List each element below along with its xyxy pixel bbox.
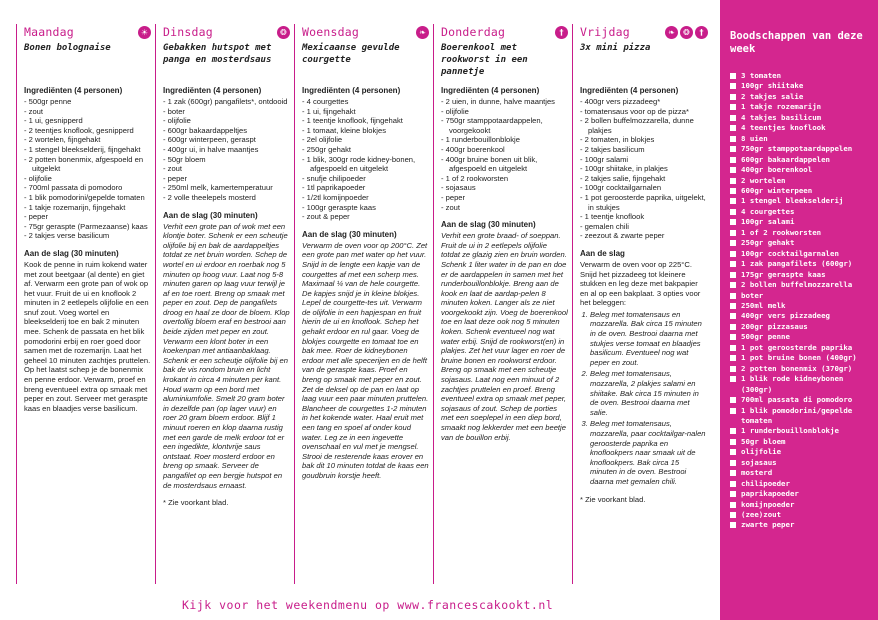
shopping-item [730,123,870,133]
shopping-item-label: 200gr pizzasaus [741,321,808,331]
checkbox-icon[interactable] [730,449,736,455]
ingredient-item: - 2 takjes verse basilicum [24,231,151,241]
checkbox-icon[interactable] [730,146,736,152]
day-name: Vrijdag [580,25,630,39]
ingredient-item: - 1/2tl komijnpoeder [302,193,429,203]
day-column-woensdag [294,24,433,584]
ingredient-item: - 1 runderbouillonblokje [441,135,568,145]
shopping-item [730,280,870,290]
shopping-item-label: (zee)zout [741,510,782,520]
shopping-item-label: 1 pot geroosterde paprika [741,342,853,352]
checkbox-icon[interactable] [730,230,736,236]
ingredients-list [580,97,708,241]
checkbox-icon[interactable] [730,209,736,215]
pizza-option: 3. Beleg met tomatensaus, mozzarella, paar cocktailgar-nalen geroosterde paprika en knoflookpers naar smaak uit de knoflookpers. Bak circa 15 minuten in de oven. Bestrooi daarna met gemalen chili. [590,419,708,486]
checkbox-icon[interactable] [730,313,736,319]
checkbox-icon[interactable] [730,104,736,110]
shopping-item [730,217,870,227]
steps-text: Kook de penne in ruim kokend water met zout beetgaar (al dente) en giet af. Verwarm een grote pan of wok op het vuur. Fruit de ui en knoflook 2 minuten in 2 eetlepels olijfolie en een snuf zout. Voeg wortel en bleekselderij toe en bak 2 minuten mee. Schenk de passata en het blik pomodorini erbij en roer goed door samen met de rozemarijn. Laat het geheel 10 minuten zachtjes pruttelen. Op het laatst schep je de bonenmix en penne erdoor. Verwarm, proef en breng eventueel extra op smaak met peper en zout. Serveer met geraspte kaas en blaadjes verse basilicum. [24,259,151,413]
checkbox-icon[interactable] [730,502,736,508]
shopping-list [730,71,870,531]
ingredient-item: - peper [163,174,290,184]
shopping-item-label: 400gr boerenkool [741,165,813,175]
shopping-item-label: 4 teentjes knoflook [741,123,826,133]
dish-title: Mexicaanse gevulde courgette [302,43,400,65]
checkbox-icon[interactable] [730,251,736,257]
ingredient-item: - 1 tomaat, kleine blokjes [302,126,429,136]
ingredient-item: - 400gr bruine bonen uit blik, afgespoeld en uitgelekt [441,155,568,174]
day-column-dinsdag [155,24,294,584]
checkbox-icon[interactable] [730,178,736,184]
ingredient-item: - 750gr stamppotaardappelen, voorgekookt [441,116,568,135]
shopping-item-label: 600gr winterpeen [741,185,813,195]
shopping-item-label: 1 blik pomodorini/gepelde tomaten [741,405,853,425]
ingredient-item: - olijfolie [441,107,568,117]
checkbox-icon[interactable] [730,470,736,476]
checkbox-icon[interactable] [730,345,736,351]
ingredient-item: - 400gr vers pizzadeeg* [580,97,708,107]
ingredient-item: - 600gr bakaardappeltjes [163,126,290,136]
ingredients-list [302,97,429,222]
ingredient-item: - 1 ui, fijngehakt [302,107,429,117]
ingredient-item: - 2 potten bonenmix, afgespoeld en uitgelekt [24,155,151,174]
shopping-item-label: 2 bollen buffelmozzarella [741,280,853,290]
shopping-item-label: komijnpoeder [741,499,795,509]
checkbox-icon[interactable] [730,167,736,173]
shopping-item [730,520,870,530]
ingredient-item: - 1 teentje knoflook [580,212,708,222]
day-column-vrijdag [572,24,712,584]
steps-text: Verhit een grote braad- of soeppan. Fruit de ui in 2 eetlepels olijfolie totdat ze glazig zien en bruin worden. Schenk 1 liter water in de pan en doe er de aardappelen in samen met het runderbouillonblokje. Breng aan de kook en laat de aardap-pelen 8 minuten koken. Langer als ze niet voorgekookt zijn. Voeg de boerenkool toe en laat deze ook nog 5 minuten koken. Schenk eventueel nog wat water erbij. Snijd de rookworst(en) in plakjes. Zet het vuur lager en roer de bruine bonen en rookworst erdoor. Breng op smaak met een scheutje sojasaus. Laat nog een minuut of 2 zachtjes pruttelen en proef. Breng eventueel extra op smaak met peper, sojasaus of zout. Schep de porties met een soeplepel in een diep bord, smaakt nog lekkerder met een beetje van de bouillon erbij. [441,231,568,442]
weekly-menu-columns [16,24,712,594]
diet-icons [665,26,708,39]
checkbox-icon[interactable] [730,198,736,204]
day-column-maandag [16,24,155,584]
ingredients-list [441,97,568,212]
shopping-item-label: 100gr shiitake [741,81,804,91]
shopping-item [730,395,870,405]
shopping-item [730,249,870,259]
checkbox-icon[interactable] [730,355,736,361]
checkbox-icon[interactable] [730,293,736,299]
shopping-item-label: 2 takjes salie [741,91,804,101]
shopping-item-label: sojasaus [741,457,777,467]
shopping-item-label: 1 zak pangafilets (600gr) [741,259,853,269]
shopping-item-label: 750gr stamppotaardappelen [741,144,853,154]
shopping-item-label: boter [741,290,764,300]
ingredient-item: - snufje chilipoeder [302,174,429,184]
ingredient-item: - 2 uien, in dunne, halve maantjes [441,97,568,107]
shopping-item [730,113,870,123]
ingredient-item: - gemalen chili [580,222,708,232]
shopping-item-label: 100gr salami [741,217,795,227]
ingredients-heading: Ingrediënten (4 personen) [163,86,262,95]
ingredient-item: - peper [441,193,568,203]
fork-icon: † [555,26,568,39]
checkbox-icon[interactable] [730,303,736,309]
ingredient-item: - 2 teentjes knoflook, gesnipperd [24,126,151,136]
shopping-item [730,238,870,248]
diet-icons [277,26,290,39]
checkbox-icon[interactable] [730,261,736,267]
checkbox-icon[interactable] [730,439,736,445]
shopping-item [730,291,870,301]
shopping-item [730,353,870,363]
shopping-item-label: 8 uien [741,133,768,143]
checkbox-icon[interactable] [730,73,736,79]
shopping-item [730,426,870,436]
leaf-icon: ❧ [665,26,678,39]
shopping-list-title: Boodschappen van deze week [730,30,863,55]
ingredient-item: - 2 takjes basilicum [580,145,708,155]
shopping-item-label: 4 courgettes [741,206,795,216]
ingredient-item: - 1 of 2 rookworsten [441,174,568,184]
shopping-item [730,71,870,81]
checkbox-icon[interactable] [730,83,736,89]
shopping-item [730,207,870,217]
shopping-item [730,176,870,186]
shopping-item [730,144,870,154]
pizza-option: 2. Beleg met tomatensaus, mozzarella, 2 plakjes salami en shiitake. Bak circa 15 minuten in de oven. Bestrooi daarna met salie. [590,369,708,417]
steps-text: Verwarm de oven voor op 200°C. Zet een grote pan met water op het vuur. Snijd in de lengte een kapje van de courgettes af met een scherp mes. Maximaal ¼ van de hele courgette. De kapjes snijd je in kleine blokjes. Lepel de courgette-tes uit. Verwarm de olijfolie in een hapjespan en fruit hierin de ui en knoflook. Schep het gehakt erdoor en rul gaar. Voeg de blokjes courgette en tomaat toe en bak mee. Roer de kidneybonen erdoor met alle specerijen en de helft van de geraspte kaas. Proef en breng op smaak met peper en zout. Zet de deksel op de pan en laat op laag vuur een paar minuten pruttelen. Blancheer de courgettes 1-2 minuten in het kokende water. Haal eruit met een tang en spoel af onder koud water. Leg ze in een ingevette ovenschaal en vul met je mengsel. Strooi de resterende kaas erover en bak dit 10 minuten totdat de kaas een goudbruin korstje heeft. [302,240,429,480]
dish-title: Boerenkool met rookworst in een pannetje [441,43,528,77]
shopping-item [730,406,870,427]
steps-heading: Aan de slag (30 minuten) [24,248,119,258]
ingredient-item: - 2 volle theelepels mosterd [163,193,290,203]
ingredient-item: - 1 blik pomodorini/gepelde tomaten [24,193,151,203]
checkbox-icon[interactable] [730,366,736,372]
steps-heading: Aan de slag (30 minuten) [163,210,258,220]
ingredient-item: - zout [163,164,290,174]
checkbox-icon[interactable] [730,219,736,225]
checkbox-icon[interactable] [730,157,736,163]
day-header [302,24,429,40]
day-name: Maandag [24,25,74,39]
checkbox-icon[interactable] [730,324,736,330]
checkbox-icon[interactable] [730,397,736,403]
shopping-item [730,458,870,468]
shopping-item-label: 1 of 2 rookworsten [741,227,822,237]
shopping-item [730,228,870,238]
ingredient-item: - 250gr gehakt [302,145,429,155]
ingredient-item: - olijfolie [24,174,151,184]
shopping-item-label: 1 stengel bleekselderij [741,196,844,206]
ingredient-item: - peper [24,212,151,222]
checkbox-icon[interactable] [730,491,736,497]
fish-icon: ❂ [277,26,290,39]
fork-icon: † [695,26,708,39]
ingredient-item: - tomatensaus voor op de pizza* [580,107,708,117]
shopping-item [730,301,870,311]
steps-text: Verwarm de oven voor op 225°C. Snijd het pizzadeeg tot kleinere stukken en leg deze met bakpapier en al op een bakplaat. 3 opties voor het beleggen: [580,259,701,308]
ingredient-item: - zeezout & zwarte peper [580,231,708,241]
ingredient-item: - 2 bollen buffelmozzarella, dunne plakjes [580,116,708,135]
day-header [441,24,568,40]
checkbox-icon[interactable] [730,408,736,414]
ingredient-item: - 250ml melk, kamertemperatuur [163,183,290,193]
ingredient-item: - 1 takje rozemarijn, fijngehakt [24,203,151,213]
diet-icons [138,26,151,39]
ingredients-heading: Ingrediënten (4 personen) [24,86,123,95]
day-column-donderdag [433,24,572,584]
ingredient-item: - 400gr ui, in halve maantjes [163,145,290,155]
ingredient-item: - 50gr bloem [163,155,290,165]
shopping-item-label: mosterd [741,468,773,478]
shopping-item [730,259,870,269]
ingredient-item: - 500gr penne [24,97,151,107]
shopping-item-label: 600gr bakaardappelen [741,154,830,164]
ingredient-item: - 700ml passata di pomodoro [24,183,151,193]
steps-text: Verhit een grote pan of wok met een klontje boter. Schenk er een scheutje olijfolie bij en bak de aardappeltjes totdat ze net bruin worden. Schep de wortel en ui erdoor en roerbak nog 5 minuten op hoog vuur. Laat nog 5-8 minuten garen op laag vuur terwijl je af en toe roert. Breng op smaak met peper en zout. Dep de pangafilets droog en haal ze door de bloem. Klop overtollig bloem eraf en bestrooi aan beide zijden met peper en zout. Verwarm een klont boter in een koekenpan met antiaanbaklaag. Schenk er een scheutje olijfolie bij en bak de vis rondom bruin en licht krokant in circa 4 minuten per kant. Houd warm op een bord met aluminiumfolie. Smelt 20 gram boter in dezelfde pan (op lager vuur) en roer 20 gram bloem erdoor. Blijf 1 minuut roeren en klop daarna rustig met een garde de melk erdoor tot er een ingedikte, klontvrije saus ontstaat. Roer mosterd erdoor en breng op smaak. Serveer de pangafilet op een bergje hutspot en de mosterdsaus ernaast. [163,221,290,490]
footer-weekend-menu-link[interactable]: Kijk voor het weekendmenu op www.francescakookt.nl [182,598,554,612]
checkbox-icon[interactable] [730,512,736,518]
ingredient-item: - 2el olijfolie [302,135,429,145]
checkbox-icon[interactable] [730,136,736,142]
checkbox-icon[interactable] [730,481,736,487]
ingredient-item: - 2 takjes salie, fijngehakt [580,174,708,184]
footnote: * Zie voorkant blad. [580,494,646,504]
shopping-item [730,510,870,520]
ingredient-item: - 100gr cocktailgarnalen [580,183,708,193]
ingredient-item: - sojasaus [441,183,568,193]
ingredient-item: - 100gr salami [580,155,708,165]
checkbox-icon[interactable] [730,188,736,194]
shopping-item [730,134,870,144]
shopping-item [730,489,870,499]
shopping-item [730,270,870,280]
shopping-list-panel [720,0,878,620]
ingredient-item: - 1 teentje knoflook, fijngehakt [302,116,429,126]
diet-icons [555,26,568,39]
pizza-options-list [580,310,708,487]
shopping-item [730,186,870,196]
diet-icons [416,26,429,39]
shopping-item-label: 400gr vers pizzadeeg [741,311,830,321]
checkbox-icon[interactable] [730,334,736,340]
ingredient-item: - zout [441,203,568,213]
shopping-item-label: zwarte peper [741,520,795,530]
shopping-item [730,81,870,91]
ingredient-item: - 2 wortelen, fijngehakt [24,135,151,145]
shopping-item [730,165,870,175]
shopping-item [730,374,870,395]
shopping-item [730,322,870,332]
shopping-item [730,92,870,102]
ingredient-item: - 1 stengel bleekselderij, fijngehakt [24,145,151,155]
ingredient-item: - zout & peper [302,212,429,222]
ingredient-item: - 4 courgettes [302,97,429,107]
shopping-item [730,102,870,112]
shopping-item-label: 100gr cocktailgarnalen [741,248,839,258]
day-name: Woensdag [302,25,359,39]
shopping-item-label: 500gr penne [741,332,790,342]
ingredients-heading: Ingrediënten (4 personen) [302,86,401,95]
day-header [24,24,151,40]
steps-heading: Aan de slag (30 minuten) [302,229,397,239]
checkbox-icon[interactable] [730,125,736,131]
shopping-item [730,500,870,510]
shopping-item [730,155,870,165]
checkbox-icon[interactable] [730,376,736,382]
ingredient-item: - 400gr boerenkool [441,145,568,155]
ingredient-item: - 75gr geraspte (Parmezaanse) kaas [24,222,151,232]
ingredients-heading: Ingrediënten (4 personen) [441,86,540,95]
pizza-option: 1. Beleg met tomatensaus en mozzarella. Bak circa 15 minuten in de oven. Bestrooi daarna met stukjes verse tomaat en blaadjes basilicum. Eventueel nog wat peper en zout. [590,310,708,368]
day-header [163,24,290,40]
ingredient-item: - zout [24,107,151,117]
ingredients-list [163,97,290,203]
ingredient-item: - olijfolie [163,116,290,126]
sun-icon: ☀ [138,26,151,39]
day-name: Dinsdag [163,25,213,39]
ingredient-item: - 1 ui, gesnipperd [24,116,151,126]
shopping-item-label: 250gr gehakt [741,238,795,248]
shopping-item-label: 700ml passata di pomodoro [741,395,853,405]
ingredient-item: - 2 tomaten, in blokjes [580,135,708,145]
shopping-item-label: 1 blik rode kidneybonen (300gr) [741,374,844,394]
dish-title: Gebakken hutspot met panga en mosterdsaus [163,43,272,65]
shopping-item-label: 175gr geraspte kaas [741,269,826,279]
shopping-item-label: 50gr bloem [741,436,786,446]
checkbox-icon[interactable] [730,272,736,278]
shopping-item [730,447,870,457]
shopping-item-label: 4 takjes basilicum [741,112,822,122]
dish-title: 3x mini pizza [580,43,651,53]
ingredient-item: - 600gr winterpeen, geraspt [163,135,290,145]
checkbox-icon[interactable] [730,522,736,528]
steps-heading: Aan de slag [580,248,625,258]
shopping-item-label: chilipoeder [741,478,790,488]
dish-title: Bonen bolognaise [24,43,111,53]
shopping-item [730,437,870,447]
ingredients-list [24,97,151,241]
checkbox-icon[interactable] [730,240,736,246]
footnote: * Zie voorkant blad. [163,498,229,508]
shopping-item [730,343,870,353]
ingredient-item: - 1tl paprikapoeder [302,183,429,193]
checkbox-icon[interactable] [730,460,736,466]
day-header [580,24,708,40]
shopping-item-label: 1 runderbouillonblokje [741,426,839,436]
day-name: Donderdag [441,25,506,39]
ingredient-item: - 1 pot geroosterde paprika, uitgelekt, in stukjes [580,193,708,212]
ingredient-item: - 1 blik, 300gr rode kidney-bonen, afgespoeld en uitgelekt [302,155,429,174]
shopping-item [730,364,870,374]
checkbox-icon[interactable] [730,282,736,288]
ingredients-heading: Ingrediënten (4 personen) [580,86,679,95]
ingredient-item: - 1 zak (600gr) pangafilets*, ontdooid [163,97,290,107]
shopping-item [730,196,870,206]
checkbox-icon[interactable] [730,115,736,121]
leaf-icon: ❧ [416,26,429,39]
shopping-item-label: 2 potten bonenmix (370gr) [741,363,853,373]
ingredient-item: - 100gr geraspte kaas [302,203,429,213]
shopping-item-label: 1 pot bruine bonen (400gr) [741,353,857,363]
shopping-item [730,311,870,321]
checkbox-icon[interactable] [730,428,736,434]
shopping-item-label: olijfolie [741,447,782,457]
shopping-item-label: 250ml melk [741,300,786,310]
shopping-item-label: paprikapoeder [741,489,799,499]
ingredient-item: - boter [163,107,290,117]
shopping-item-label: 1 takje rozemarijn [741,102,822,112]
fish-icon: ❂ [680,26,693,39]
shopping-item-label: 3 tomaten [741,71,782,80]
shopping-item-label: 2 wortelen [741,175,786,185]
shopping-item [730,332,870,342]
steps-heading: Aan de slag (30 minuten) [441,220,536,230]
shopping-item [730,479,870,489]
ingredient-item: - 100gr shiitake, in plakjes [580,164,708,174]
checkbox-icon[interactable] [730,94,736,100]
shopping-item [730,468,870,478]
